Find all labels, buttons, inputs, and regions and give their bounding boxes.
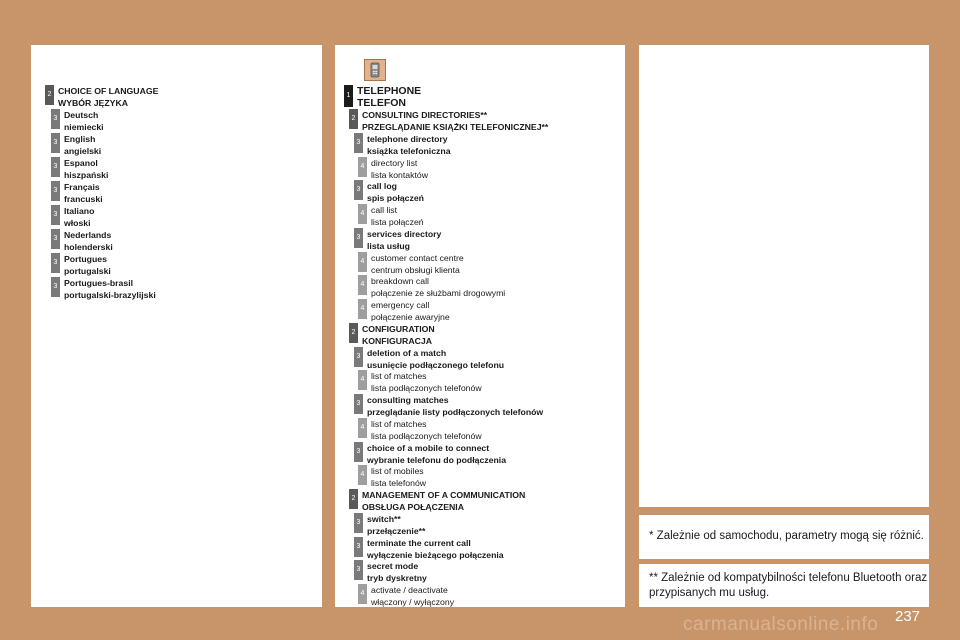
item-label-en: CONSULTING DIRECTORIES** bbox=[362, 110, 488, 120]
level-badge: 3 bbox=[51, 205, 60, 225]
menu-item bbox=[354, 180, 424, 204]
footnote-2 bbox=[639, 564, 929, 607]
item-label-pl: książka telefoniczna bbox=[367, 145, 451, 156]
footnote-1-text: * Zależnie od samochodu, parametry mogą się różnić. bbox=[649, 530, 924, 542]
level-badge: 3 bbox=[51, 181, 60, 201]
menu-item bbox=[51, 229, 113, 253]
left-panel bbox=[31, 45, 322, 607]
item-label-pl: hiszpański bbox=[64, 170, 109, 180]
item-label-en: secret mode bbox=[367, 561, 419, 572]
item-label-en: customer contact centre bbox=[371, 252, 464, 263]
item-label-en: Deutsch bbox=[64, 110, 99, 120]
level-badge: 3 bbox=[51, 109, 60, 129]
item-label-en: Espanol bbox=[64, 158, 98, 168]
menu-item bbox=[358, 275, 505, 299]
telephone-title bbox=[344, 85, 421, 109]
level-badge: 2 bbox=[349, 489, 358, 509]
item-label-pl: portugalski-brazylijski bbox=[64, 290, 156, 300]
item-label-pl: lista podłączonych telefonów bbox=[371, 383, 482, 394]
item-label-en: list of matches bbox=[371, 418, 427, 429]
level-badge: 3 bbox=[354, 347, 363, 367]
menu-item bbox=[51, 181, 103, 205]
menu-item bbox=[354, 560, 427, 584]
level-badge: 3 bbox=[51, 277, 60, 297]
level-badge: 4 bbox=[358, 252, 367, 272]
middle-panel bbox=[335, 45, 625, 607]
footnote-2-line1: ** Zależnie od kompatybilności telefonu Bluetooth oraz bbox=[649, 572, 928, 584]
item-label-en: Français bbox=[64, 182, 100, 192]
item-label-en: emergency call bbox=[371, 300, 430, 310]
page-number: 237 bbox=[895, 608, 921, 625]
item-label-pl: KONFIGURACJA bbox=[362, 335, 432, 346]
level-badge: 4 bbox=[358, 204, 367, 224]
item-label-en: choice of a mobile to connect bbox=[367, 442, 490, 453]
watermark: carmanualsonline.info bbox=[683, 614, 879, 635]
item-label-en: Italiano bbox=[64, 206, 95, 216]
item-label-pl: przełączenie** bbox=[367, 525, 426, 536]
menu-item bbox=[51, 109, 104, 133]
level-badge: 4 bbox=[358, 157, 367, 177]
item-label-pl: spis połączeń bbox=[367, 193, 424, 204]
item-label-pl: lista kontaktów bbox=[371, 169, 428, 180]
level-badge: 4 bbox=[358, 275, 367, 295]
item-label-en: CONFIGURATION bbox=[362, 323, 435, 334]
item-label-pl: połączenie ze służbami drogowymi bbox=[371, 288, 506, 299]
level-badge: 3 bbox=[354, 537, 363, 557]
level-badge: 4 bbox=[358, 299, 367, 319]
level-badge: 3 bbox=[354, 394, 363, 414]
menu-item bbox=[358, 370, 482, 394]
level-badge: 3 bbox=[51, 157, 60, 177]
level-badge: 1 bbox=[344, 85, 353, 107]
heading-en: CHOICE OF LANGUAGE bbox=[58, 86, 159, 96]
title-pl: TELEFON bbox=[357, 97, 406, 109]
item-label-pl: przeglądanie listy podłączonych telefonów bbox=[367, 407, 544, 417]
item-label-pl: wyłączenie bieżącego połączenia bbox=[367, 549, 504, 560]
menu-item bbox=[349, 109, 548, 133]
menu-item bbox=[354, 537, 504, 561]
item-label-pl: niemiecki bbox=[64, 122, 104, 132]
item-label-pl: centrum obsługi klienta bbox=[371, 264, 460, 275]
item-label-pl: francuski bbox=[64, 194, 103, 204]
level-badge: 2 bbox=[349, 323, 358, 343]
level-badge: 3 bbox=[354, 180, 363, 200]
level-badge: 3 bbox=[51, 133, 60, 153]
level-badge: 4 bbox=[358, 370, 367, 390]
item-label-en: deletion of a match bbox=[367, 347, 447, 358]
item-label-pl: lista telefonów bbox=[371, 478, 427, 489]
item-label-en: English bbox=[64, 134, 96, 144]
menu-item bbox=[358, 418, 482, 442]
menu-item bbox=[51, 157, 108, 181]
menu-item bbox=[354, 228, 441, 252]
level-badge: 3 bbox=[354, 133, 363, 153]
item-label-en: MANAGEMENT OF A COMMUNICATION bbox=[362, 490, 526, 500]
item-label-pl: holenderski bbox=[64, 242, 113, 252]
item-label-pl: włączony / wyłączony bbox=[371, 597, 455, 607]
menu-item bbox=[354, 513, 425, 537]
menu-item bbox=[354, 394, 543, 418]
item-label-en: Portugues-brasil bbox=[64, 278, 134, 288]
item-label-en: Portugues bbox=[64, 254, 107, 264]
level-badge: 4 bbox=[358, 418, 367, 438]
menu-item bbox=[358, 157, 428, 181]
item-label-pl: tryb dyskretny bbox=[367, 573, 427, 584]
menu-item bbox=[354, 133, 451, 157]
level-badge: 3 bbox=[354, 228, 363, 248]
level-badge: 3 bbox=[354, 442, 363, 462]
footnote-1 bbox=[639, 515, 929, 559]
level-badge: 2 bbox=[45, 85, 54, 105]
heading-pl: WYBÓR JĘZYKA bbox=[58, 98, 128, 108]
level-badge: 2 bbox=[349, 109, 358, 129]
item-label-en: activate / deactivate bbox=[371, 585, 448, 595]
footnote-2-line2: przypisanych mu usług. bbox=[649, 587, 770, 599]
item-label-en: list of mobiles bbox=[371, 466, 424, 477]
item-label-pl: usunięcie podłączonego telefonu bbox=[367, 359, 505, 370]
menu-item bbox=[51, 277, 156, 301]
right-panel bbox=[639, 45, 929, 507]
menu-item bbox=[358, 584, 454, 608]
item-label-en: breakdown call bbox=[371, 276, 429, 287]
menu-item bbox=[349, 323, 435, 347]
item-label-en: Nederlands bbox=[64, 230, 112, 240]
item-label-pl: włoski bbox=[64, 218, 91, 228]
menu-item bbox=[354, 347, 504, 371]
item-label-en: telephone directory bbox=[367, 133, 448, 144]
item-label-en: call list bbox=[371, 205, 398, 215]
level-badge: 3 bbox=[51, 229, 60, 249]
item-label-pl: PRZEGLĄDANIE KSIĄŻKI TELEFONICZNEJ** bbox=[362, 122, 549, 132]
item-label-pl: połączenie awaryjne bbox=[371, 312, 450, 322]
item-label-en: call log bbox=[367, 181, 397, 192]
item-label-en: terminate the current call bbox=[367, 537, 471, 548]
menu-item bbox=[358, 204, 424, 228]
level-badge: 3 bbox=[354, 513, 363, 533]
item-label-pl: wybranie telefonu do podłączenia bbox=[367, 454, 507, 465]
item-label-en: services directory bbox=[367, 228, 442, 239]
item-label-en: switch** bbox=[367, 513, 401, 524]
menu-item bbox=[358, 299, 450, 323]
menu-item bbox=[51, 133, 101, 157]
mobile-phone-icon bbox=[364, 59, 386, 81]
item-label-pl: lista połączeń bbox=[371, 217, 424, 227]
item-label-pl: portugalski bbox=[64, 266, 111, 276]
item-label-en: consulting matches bbox=[367, 395, 449, 405]
item-label-pl: lista usług bbox=[367, 240, 410, 251]
language-heading bbox=[45, 85, 158, 109]
menu-item bbox=[354, 442, 506, 466]
item-label-pl: OBSŁUGA POŁĄCZENIA bbox=[362, 502, 464, 512]
menu-item bbox=[51, 253, 111, 277]
title-en: TELEPHONE bbox=[357, 85, 422, 97]
item-label-pl: lista podłączonych telefonów bbox=[371, 430, 482, 441]
menu-item bbox=[349, 489, 525, 513]
level-badge: 4 bbox=[358, 465, 367, 485]
item-label-pl: angielski bbox=[64, 146, 102, 156]
level-badge: 4 bbox=[358, 584, 367, 604]
menu-item bbox=[358, 252, 464, 276]
item-label-en: directory list bbox=[371, 157, 418, 168]
item-label-en: list of matches bbox=[371, 371, 427, 382]
menu-item bbox=[51, 205, 94, 229]
level-badge: 3 bbox=[354, 560, 363, 580]
menu-item bbox=[358, 465, 426, 489]
level-badge: 3 bbox=[51, 253, 60, 273]
